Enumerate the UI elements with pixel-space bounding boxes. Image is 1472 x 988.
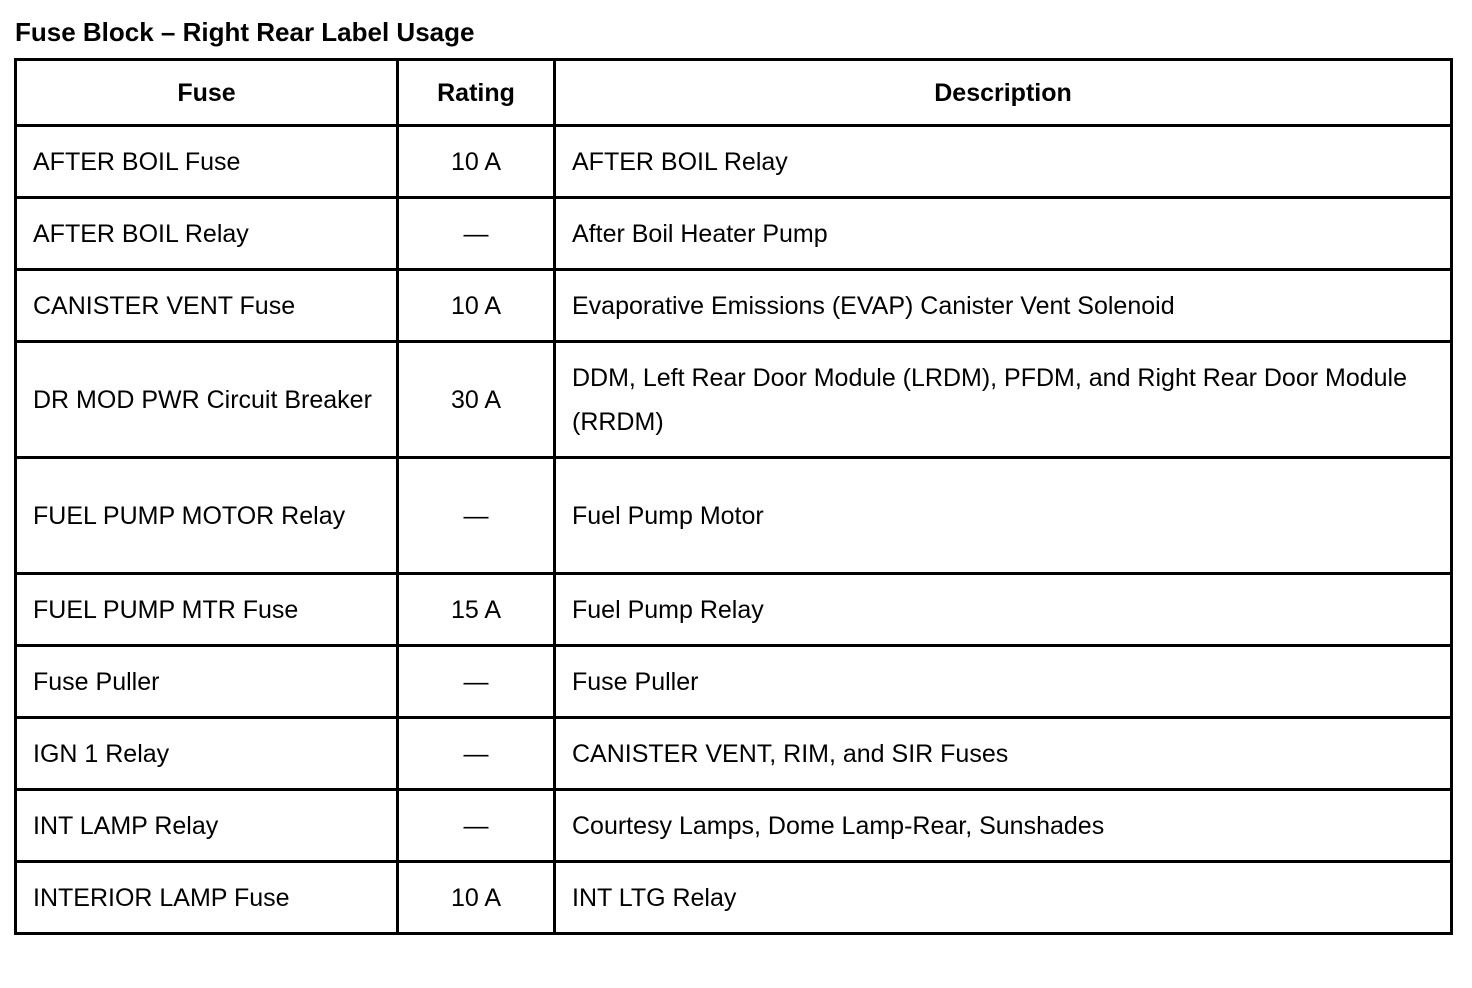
fuse-cell: AFTER BOIL Relay (16, 198, 398, 270)
table-row (16, 270, 1452, 342)
fuse-cell: DR MOD PWR Circuit Breaker (16, 342, 398, 458)
fuse-table (14, 58, 1453, 935)
table-row (16, 342, 1452, 458)
rating-cell: — (398, 790, 555, 862)
rating-cell: 15 A (398, 574, 555, 646)
table-row (16, 574, 1452, 646)
fuse-cell: INTERIOR LAMP Fuse (16, 862, 398, 934)
table-row (16, 646, 1452, 718)
description-cell: Fuel Pump Motor (555, 458, 1452, 574)
description-cell: Courtesy Lamps, Dome Lamp-Rear, Sunshades (555, 790, 1452, 862)
page-title: Fuse Block – Right Rear Label Usage (15, 17, 475, 47)
description-cell: After Boil Heater Pump (555, 198, 1452, 270)
table-row (16, 126, 1452, 198)
description-cell: CANISTER VENT, RIM, and SIR Fuses (555, 718, 1452, 790)
fuse-cell: IGN 1 Relay (16, 718, 398, 790)
description-cell: Fuse Puller (555, 646, 1452, 718)
fuse-cell: INT LAMP Relay (16, 790, 398, 862)
rating-cell: — (398, 198, 555, 270)
description-cell: AFTER BOIL Relay (555, 126, 1452, 198)
fuse-cell: Fuse Puller (16, 646, 398, 718)
description-cell: INT LTG Relay (555, 862, 1452, 934)
column-header-rating: Rating (398, 60, 555, 126)
table-row (16, 790, 1452, 862)
fuse-cell: CANISTER VENT Fuse (16, 270, 398, 342)
description-cell: Fuel Pump Relay (555, 574, 1452, 646)
rating-cell: — (398, 458, 555, 574)
rating-cell: 10 A (398, 270, 555, 342)
column-header-fuse: Fuse (16, 60, 398, 126)
table-header-row (16, 60, 1452, 126)
fuse-cell: FUEL PUMP MTR Fuse (16, 574, 398, 646)
rating-cell: — (398, 718, 555, 790)
column-header-description: Description (555, 60, 1452, 126)
rating-cell: 10 A (398, 862, 555, 934)
description-cell: Evaporative Emissions (EVAP) Canister Vent Solenoid (555, 270, 1452, 342)
rating-cell: 10 A (398, 126, 555, 198)
table-row (16, 458, 1452, 574)
fuse-cell: FUEL PUMP MOTOR Relay (16, 458, 398, 574)
description-cell: DDM, Left Rear Door Module (LRDM), PFDM, and Right Rear Door Module (RRDM) (555, 342, 1452, 458)
rating-cell: 30 A (398, 342, 555, 458)
table-row (16, 718, 1452, 790)
table-row (16, 862, 1452, 934)
table-row (16, 198, 1452, 270)
fuse-cell: AFTER BOIL Fuse (16, 126, 398, 198)
rating-cell: — (398, 646, 555, 718)
